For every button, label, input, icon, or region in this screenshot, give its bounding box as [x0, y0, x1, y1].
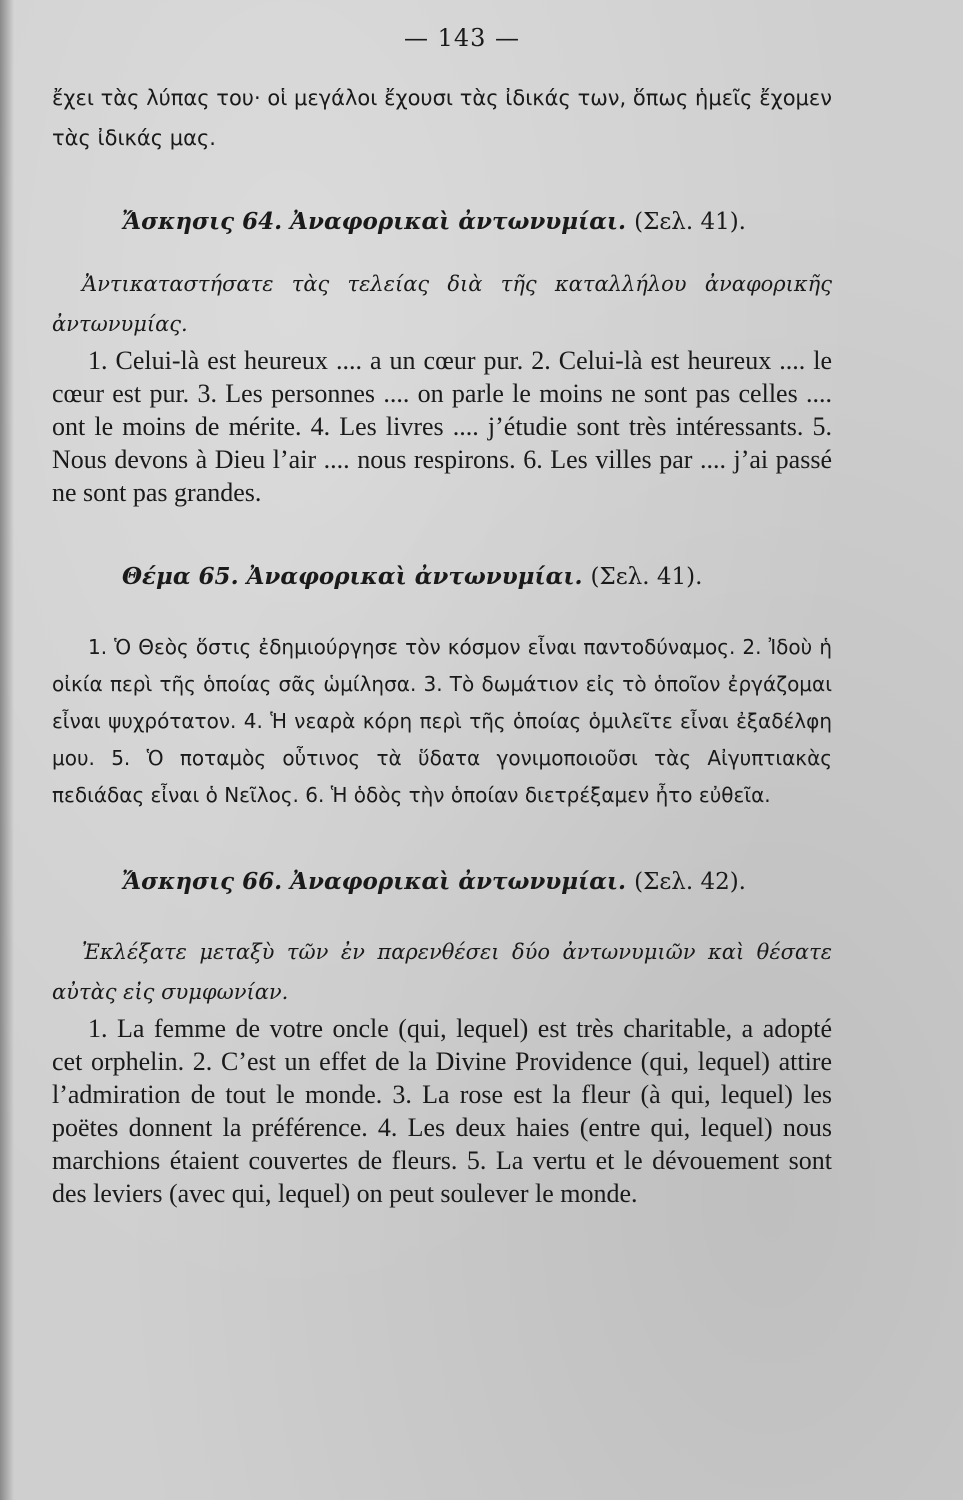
exercise-64-section [52, 202, 832, 509]
exercise-66-heading [52, 862, 832, 902]
exercise-66-instruction: Ἐκλέξατε μεταξὺ τῶν ἐν παρενθέσει δύο ἀντωνυμιῶν καὶ θέσατε αὐτὰς εἰς συμφωνίαν. [52, 940, 832, 1004]
theme-65-section [52, 557, 832, 814]
theme-65-heading [52, 557, 832, 597]
book-page [52, 24, 832, 1210]
exercise-66-section [52, 862, 832, 1210]
exercise-64-heading [52, 202, 832, 242]
exercise-66-reference: (Σελ. 42). [634, 869, 746, 895]
page-edge-shadow [0, 0, 14, 1500]
intro-paragraph: ἔχει τὰς λύπας του· οἱ μεγάλοι ἔχουσι τὰς ἰδικάς των, ὅπως ἡμεῖς ἔχομεν τὰς ἰδικάς μας. [52, 86, 832, 150]
exercise-66-title: Ἄσκησις 66. Ἀναφορικαὶ ἀντωνυμίαι. [122, 868, 627, 895]
page-number: — 143 — [403, 24, 521, 52]
exercise-64-reference: (Σελ. 41). [634, 209, 746, 235]
exercise-64-instruction: Ἀντικαταστήσατε τὰς τελείας διὰ τῆς καταλλήλου ἀναφορικῆς ἀντωνυμίας. [52, 272, 832, 336]
theme-65-reference: (Σελ. 41). [590, 564, 703, 590]
exercise-64-title: Ἄσκησις 64. Ἀναφορικαὶ ἀντωνυμίαι. [122, 208, 627, 235]
exercise-66-text: 1. La femme de votre oncle (qui, lequel) est très charitable, a adopté cet orphelin. 2. C’est un effet de la Divine Providence (qui, lequel) attire l’admiration de tout le monde. 3. La rose est la fleur (à qui, lequel) les poëtes donnent la préférence. 4. Les deux haies (entre qui, lequel) nous marchions étaient couvertes de fleurs. 5. La vertu et le dévouement sont des leviers (avec qui, lequel) on peut soulever le monde. [52, 1014, 832, 1208]
theme-65-title: Θέμα 65. Ἀναφορικαὶ ἀντωνυμίαι. [122, 563, 583, 590]
theme-65-text: 1. Ὁ Θεὸς ὅστις ἐδημιούργησε τὸν κόσμον εἶναι παντοδύναμος. 2. Ἰδοὺ ἡ οἰκία περὶ τῆς ὁποίας σᾶς ὡμίλησα. 3. Τὸ δωμάτιον εἰς τὸ ὁποῖον ἐργάζομαι εἶναι ψυχρότατον. 4. Ἡ νεαρὰ κόρη περὶ τῆς ὁποίας ὁμιλεῖτε εἶναι ἐξαδέλφη μου. 5. Ὁ ποταμὸς οὗτινος τὰ ὕδατα γονιμοποιοῦσι τὰς Αἰγυπτιακὰς πεδιάδας εἶναι ὁ Νεῖλος. 6. Ἡ ὁδὸς τὴν ὁποίαν διετρέξαμεν ἦτο εὐθεῖα. [52, 635, 832, 807]
exercise-64-text: 1. Celui-là est heureux .... a un cœur pur. 2. Celui-là est heureux .... le cœur est pur. 3. Les personnes .... on parle le moins ne sont pas celles .... ont le moins de mérite. 4. Les livres .... j’étudie sont très intéressants. 5. Nous devons à Dieu l’air .... nous respirons. 6. Les villes par .... j’ai passé ne sont pas grandes. [52, 346, 832, 507]
